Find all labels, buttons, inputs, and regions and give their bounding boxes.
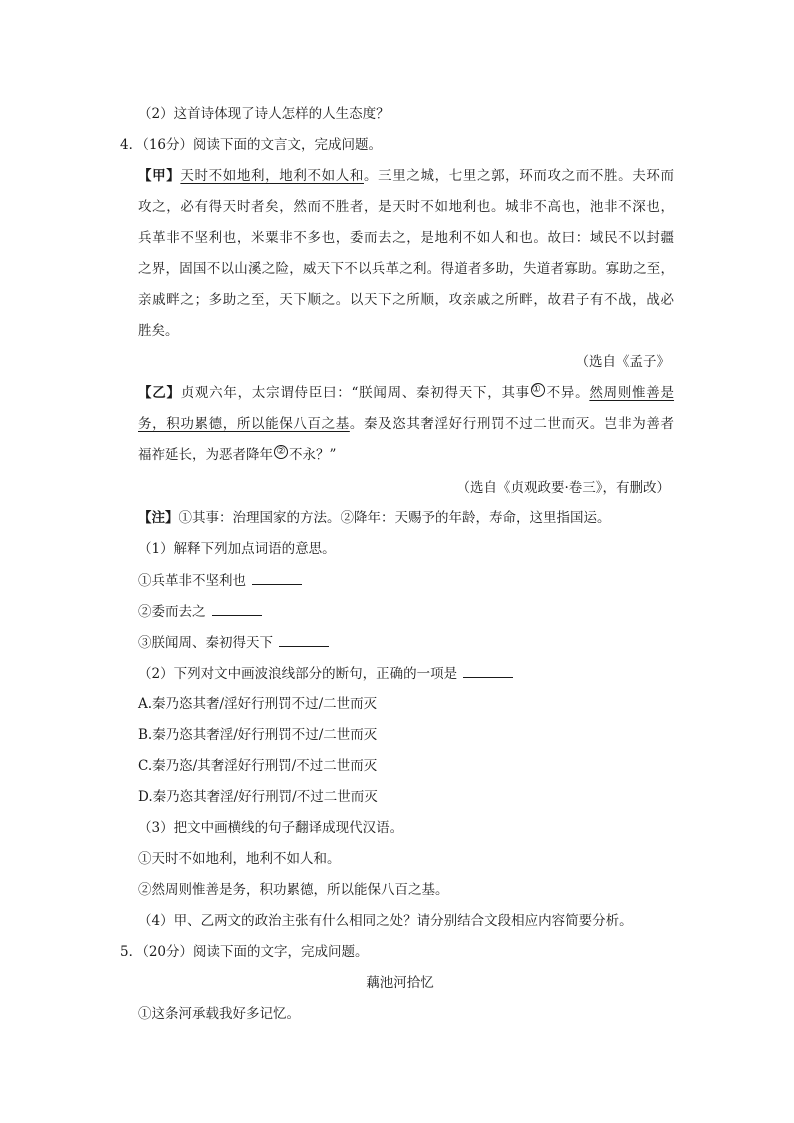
sub1-item-b	[138, 601, 262, 622]
option-b: B.秦乃恣其奢淫/好行刑罚不过/二世而灭	[138, 727, 378, 743]
q5-header: 5．（20分）阅读下面的文字，完成问题。	[120, 944, 369, 960]
yi-line-2-rest: 。秦及恣其奢淫好行刑罚不过二世而灭。岂非为善者	[349, 416, 675, 432]
q5-paragraph-1: ①这条河承载我好多记忆。	[138, 1006, 300, 1022]
yi-underlined-2: 务，积功累德，所以能保八百之基	[138, 416, 350, 432]
sub2-prompt-text: （2）下列对文中画波浪线部分的断句，正确的一项是	[138, 666, 458, 682]
jia-line-4: 之界，固国不以山溪之险，威天下不以兵革之利。得道者多助，失道者寡助。寡助之至，	[138, 261, 674, 277]
jia-line-5: 亲戚畔之；多助之至，天下顺之。以天下之所顺，攻亲戚之所畔，故君子有不战，战必	[138, 292, 674, 308]
q3-sub2: （2）这首诗体现了诗人怎样的人生态度？	[138, 106, 390, 122]
yi-line-2	[138, 414, 674, 434]
jia-underlined-sentence: 天时不如地利，地利不如人和	[180, 168, 364, 184]
jia-source: （选自《孟子》	[575, 354, 670, 370]
note-line	[138, 508, 611, 528]
sub1-item-a-text: ①兵革非不坚利也	[138, 573, 246, 589]
jia-line-3: 兵革非不坚利也，米粟非不多也，委而去之，是地利不如人和也。故曰：域民不以封疆	[138, 230, 674, 246]
yi-line-1a: 贞观六年，太宗谓侍臣曰：“朕闻周、秦初得天下，其事	[180, 385, 530, 401]
yi-underlined-1: 然周则惟善是	[589, 385, 675, 401]
q4-header: 4．（16分）阅读下面的文言文，完成问题。	[120, 137, 383, 153]
sub1-item-b-text: ②委而去之	[138, 604, 206, 620]
sub1-item-a	[138, 570, 302, 591]
answer-blank[interactable]	[463, 663, 513, 678]
sub1-prompt: （1）解释下列加点词语的意思。	[138, 541, 336, 557]
sub4-prompt: （4）甲、乙两文的政治主张有什么相同之处？请分别结合文段相应内容简要分析。	[138, 913, 633, 929]
jia-line-1	[138, 166, 674, 186]
sub3-prompt: （3）把文中画横线的句子翻译成现代汉语。	[138, 820, 404, 836]
yi-line-3	[138, 445, 336, 465]
yi-tag: 【乙】	[138, 385, 181, 401]
sub2-prompt	[138, 663, 513, 684]
answer-blank[interactable]	[252, 570, 302, 585]
jia-line-6: 胜矣。	[138, 323, 179, 339]
note-tag: 【注】	[138, 510, 179, 526]
yi-line-3b: 不永？”	[289, 447, 337, 463]
sub3-item-a: ①天时不如地利，地利不如人和。	[138, 851, 341, 867]
q5-title: 藕池河拾忆	[366, 975, 434, 991]
yi-line-1b: 不异。	[545, 385, 590, 401]
sub1-item-c	[138, 632, 329, 653]
jia-line-1-rest: 。三里之城，七里之郭，环而攻之而不胜。夫环而	[363, 168, 675, 184]
option-c: C.秦乃恣/其奢淫好行刑罚/不过二世而灭	[138, 758, 378, 774]
answer-blank[interactable]	[212, 601, 262, 616]
footnote-mark-1: ①	[531, 383, 545, 397]
yi-line-3a: 福祚延长，为恶者降年	[138, 447, 273, 463]
note-text: ①其事：治理国家的方法。②降年：天赐予的年龄，寿命，这里指国运。	[178, 510, 611, 526]
yi-source: （选自《贞观政要·卷三》，有删改）	[456, 480, 670, 496]
jia-line-2: 攻之，必有得天时者矣，然而不胜者，是天时不如地利也。城非不高也，池非不深也，	[138, 199, 674, 215]
sub1-item-c-text: ③朕闻周、秦初得天下	[138, 635, 273, 651]
option-a: A.秦乃恣其奢/淫好行刑罚不过/二世而灭	[138, 696, 378, 712]
footnote-mark-2: ②	[274, 445, 288, 459]
sub3-item-b: ②然周则惟善是务，积功累德，所以能保八百之基。	[138, 882, 449, 898]
yi-line-1	[138, 383, 674, 403]
jia-tag: 【甲】	[138, 168, 181, 184]
option-d: D.秦乃恣其奢淫/好行刑罚/不过二世而灭	[138, 789, 378, 805]
answer-blank[interactable]	[279, 632, 329, 647]
